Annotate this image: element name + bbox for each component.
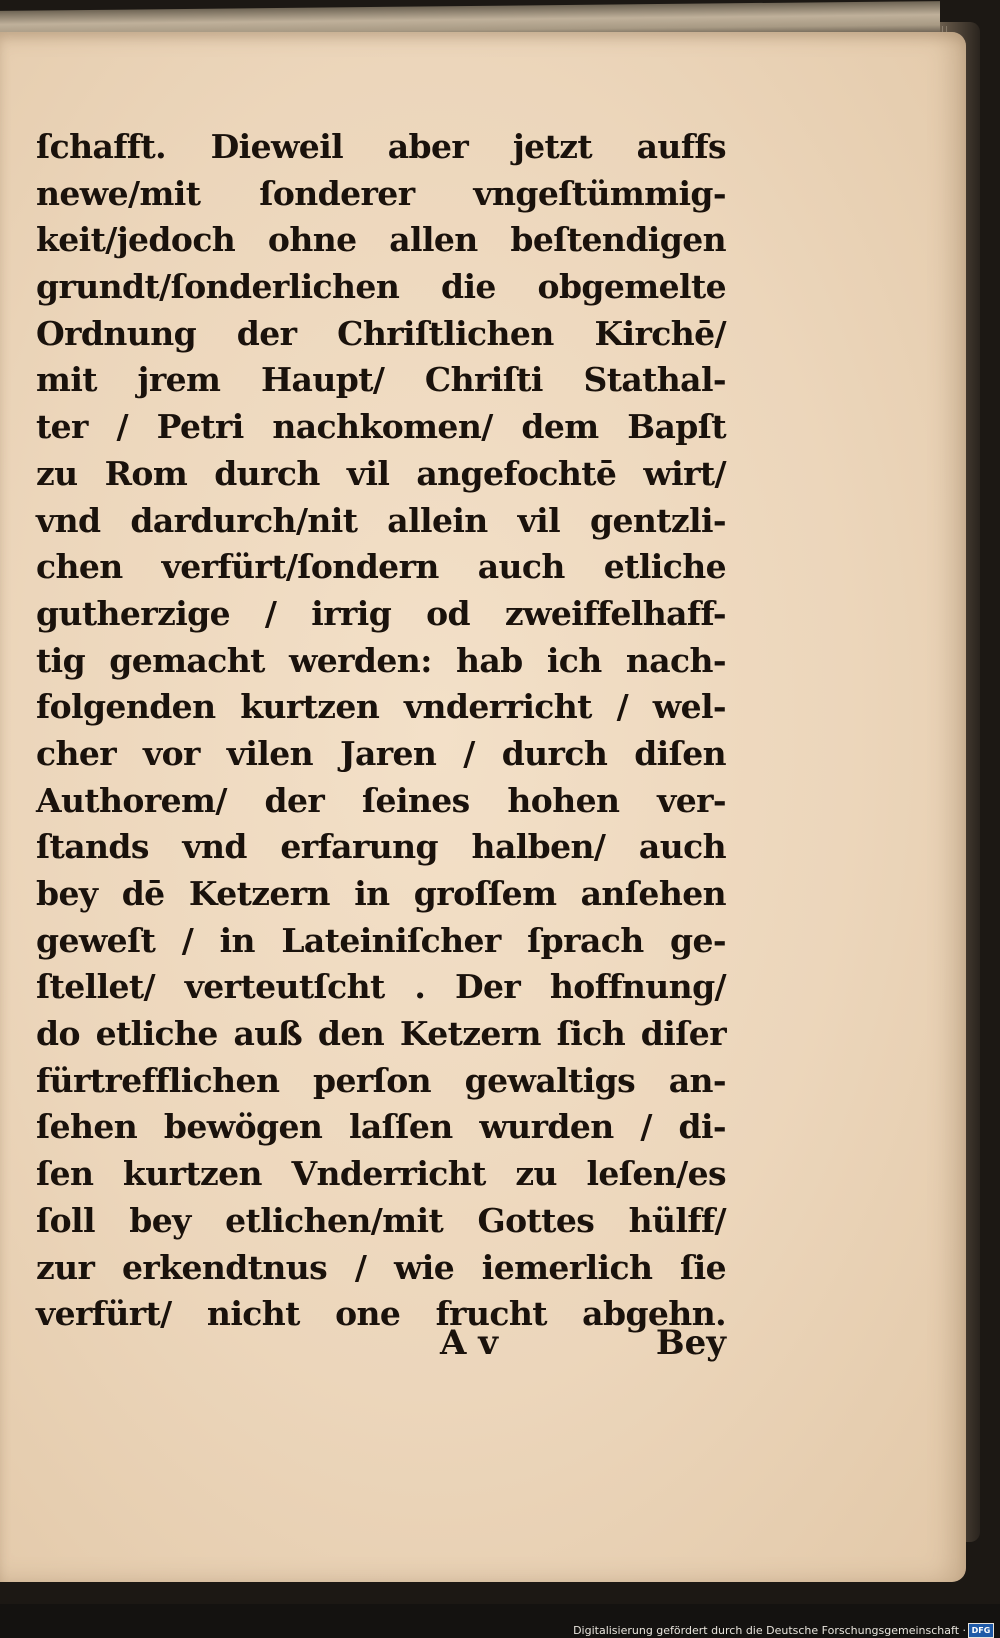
funding-credit: Digitalisierung gefördert durch die Deutsche Forschungsgemeinschaft · (573, 1624, 966, 1637)
text-line: newe/mit ſonderer vngeſtümmig- (36, 173, 726, 213)
signature-mark: A v (440, 1323, 498, 1363)
text-line: ſchafft. Dieweil aber jetzt auffs (36, 127, 726, 166)
text-line: ſtands vnd erfarung halben/ auch (36, 827, 726, 867)
text-line: bey dē Ketzern in groſſem anſehen (36, 874, 726, 913)
text-line: mit jrem Haupt/ Chriſti Stathal- (36, 360, 726, 400)
text-line: vnd dardurch/nit allein vil gentzli- (36, 500, 726, 540)
text-line: zu Rom durch vil angefochtē wirt/ (36, 453, 726, 493)
text-line: cher vor vilen Jaren / durch diſen (36, 733, 726, 773)
text-line: Ordnung der Chriſtlichen Kirchē/ (36, 313, 726, 353)
text-line: grundt/ſonderlichen die obgemelte (36, 267, 726, 307)
text-line: folgenden kurtzen vnderricht / wel- (36, 687, 726, 727)
text-line: chen verfürt/ſondern auch etliche (36, 547, 726, 587)
text-line: ſehen bewögen laſſen wurden / di- (36, 1107, 726, 1147)
catchword: Bey (655, 1323, 726, 1363)
text-line: do etliche auß den Ketzern ſich diſer (36, 1014, 726, 1054)
page-footer-line (440, 1318, 726, 1368)
text-line: keit/jedoch ohne allen beſtendigen (36, 220, 726, 260)
body-text (36, 124, 726, 1338)
text-line: tig gemacht werden: hab ich nach- (36, 640, 726, 680)
text-line: zur erkendtnus / wie iemerlich ſie (36, 1247, 726, 1287)
text-line: geweſt / in Lateiniſcher ſprach ge- (36, 920, 726, 960)
text-line: ſen kurtzen Vnderricht zu leſen/es (36, 1154, 726, 1194)
text-line: ſoll bey etlichen/mit Gottes hülff/ (36, 1200, 726, 1240)
text-line: verfürt/ nicht one frucht abgehn. (36, 1294, 726, 1334)
text-line: fürtrefflichen perſon gewaltigs an- (36, 1060, 726, 1100)
text-line: ter / Petri nachkomen/ dem Bapſt (36, 407, 726, 447)
dfg-logo-icon: DFG (968, 1623, 994, 1638)
text-line: gutherzige / irrig od zweiffelhaff- (36, 593, 726, 633)
text-line: ſtellet/ verteutſcht . Der hoffnung/ (36, 967, 726, 1007)
text-line: Authorem/ der ſeines hohen ver- (36, 780, 726, 820)
